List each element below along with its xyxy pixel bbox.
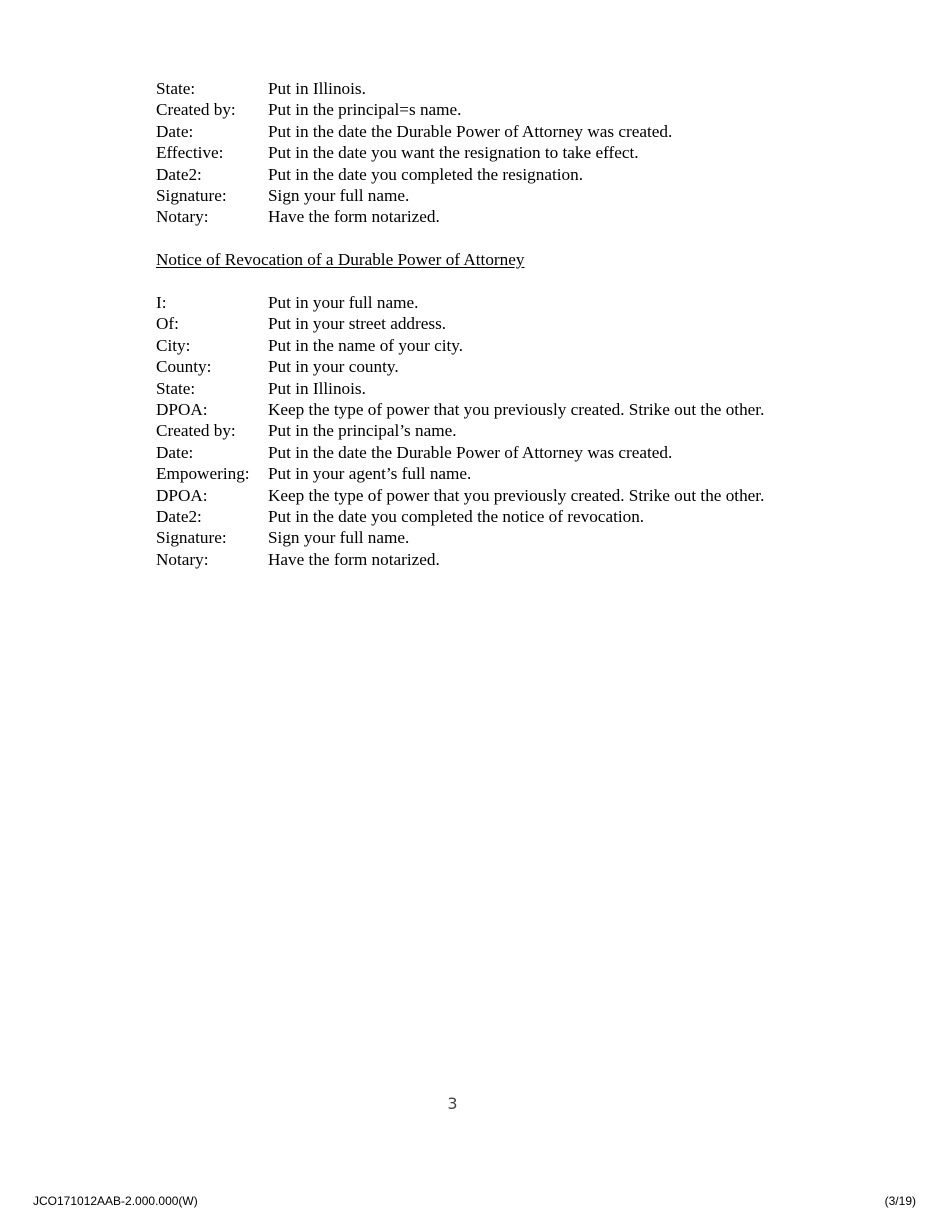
field-label: State: bbox=[156, 378, 196, 398]
resignation-instructions bbox=[156, 78, 856, 228]
field-instruction: Put in the date you completed the resignation. bbox=[268, 164, 584, 184]
field-label: DPOA: bbox=[156, 399, 208, 419]
instruction-row bbox=[156, 356, 856, 377]
page-number: 3 bbox=[447, 1094, 458, 1113]
instruction-row bbox=[156, 463, 856, 484]
field-instruction: Put in Illinois. bbox=[268, 378, 366, 398]
field-instruction: Put in Illinois. bbox=[268, 79, 366, 98]
field-instruction: Put in the principal’s name. bbox=[268, 421, 457, 441]
field-instruction: Put in your street address. bbox=[268, 314, 447, 334]
field-label: Created by: bbox=[156, 421, 236, 441]
instruction-row bbox=[156, 185, 856, 206]
instruction-row bbox=[156, 442, 856, 463]
instruction-row bbox=[156, 378, 856, 399]
instruction-row bbox=[156, 527, 856, 548]
field-label: Created by: bbox=[156, 100, 236, 120]
field-label: Date: bbox=[156, 121, 194, 141]
field-label: Empowering: bbox=[156, 464, 250, 484]
field-label: City: bbox=[156, 335, 191, 355]
instruction-row bbox=[156, 335, 856, 356]
field-instruction: Put in the date you want the resignation to take effect. bbox=[268, 143, 639, 163]
instruction-row bbox=[156, 206, 856, 227]
revocation-instructions bbox=[156, 292, 856, 570]
field-label: County: bbox=[156, 357, 212, 377]
instruction-row bbox=[156, 292, 856, 313]
field-label: DPOA: bbox=[156, 485, 208, 505]
field-instruction: Keep the type of power that you previously created. Strike out the other. bbox=[268, 485, 765, 505]
instruction-row bbox=[156, 420, 856, 441]
field-instruction: Have the form notarized. bbox=[268, 207, 440, 227]
instruction-row bbox=[156, 121, 856, 142]
field-instruction: Have the form notarized. bbox=[268, 549, 440, 569]
footer-document-id: JCO171012AAB-2.000.000(W) bbox=[33, 1194, 198, 1208]
instruction-row bbox=[156, 164, 856, 185]
instruction-row bbox=[156, 485, 856, 506]
instruction-row bbox=[156, 99, 856, 120]
field-instruction: Put in the date you completed the notice of revocation. bbox=[268, 506, 645, 526]
field-instruction: Put in the date the Durable Power of Attorney was created. bbox=[268, 442, 673, 462]
field-label: Signature: bbox=[156, 185, 227, 205]
field-instruction: Sign your full name. bbox=[268, 528, 410, 548]
field-label: Date: bbox=[156, 442, 194, 462]
instruction-row bbox=[156, 313, 856, 334]
field-label: Notary: bbox=[156, 549, 209, 569]
field-instruction: Keep the type of power that you previously created. Strike out the other. bbox=[268, 399, 765, 419]
field-instruction: Put in the date the Durable Power of Attorney was created. bbox=[268, 121, 673, 141]
instruction-row bbox=[156, 549, 856, 570]
field-instruction: Put in your county. bbox=[268, 357, 399, 377]
field-instruction: Put in your agent’s full name. bbox=[268, 464, 472, 484]
section-heading: Notice of Revocation of a Durable Power of Attorney bbox=[156, 250, 525, 269]
field-label: Effective: bbox=[156, 143, 224, 163]
field-instruction: Put in the name of your city. bbox=[268, 335, 464, 355]
field-instruction: Sign your full name. bbox=[268, 185, 410, 205]
instruction-row bbox=[156, 78, 856, 99]
field-instruction: Put in your full name. bbox=[268, 293, 419, 312]
field-label: State: bbox=[156, 79, 196, 98]
instruction-row bbox=[156, 399, 856, 420]
field-instruction: Put in the principal=s name. bbox=[268, 100, 462, 120]
field-label: Date2: bbox=[156, 506, 202, 526]
instruction-row bbox=[156, 506, 856, 527]
footer-page-count: (3/19) bbox=[884, 1194, 916, 1208]
field-label: Signature: bbox=[156, 528, 227, 548]
field-label: Of: bbox=[156, 314, 179, 334]
field-label: I: bbox=[156, 293, 167, 312]
field-label: Notary: bbox=[156, 207, 209, 227]
field-label: Date2: bbox=[156, 164, 202, 184]
instruction-row bbox=[156, 142, 856, 163]
